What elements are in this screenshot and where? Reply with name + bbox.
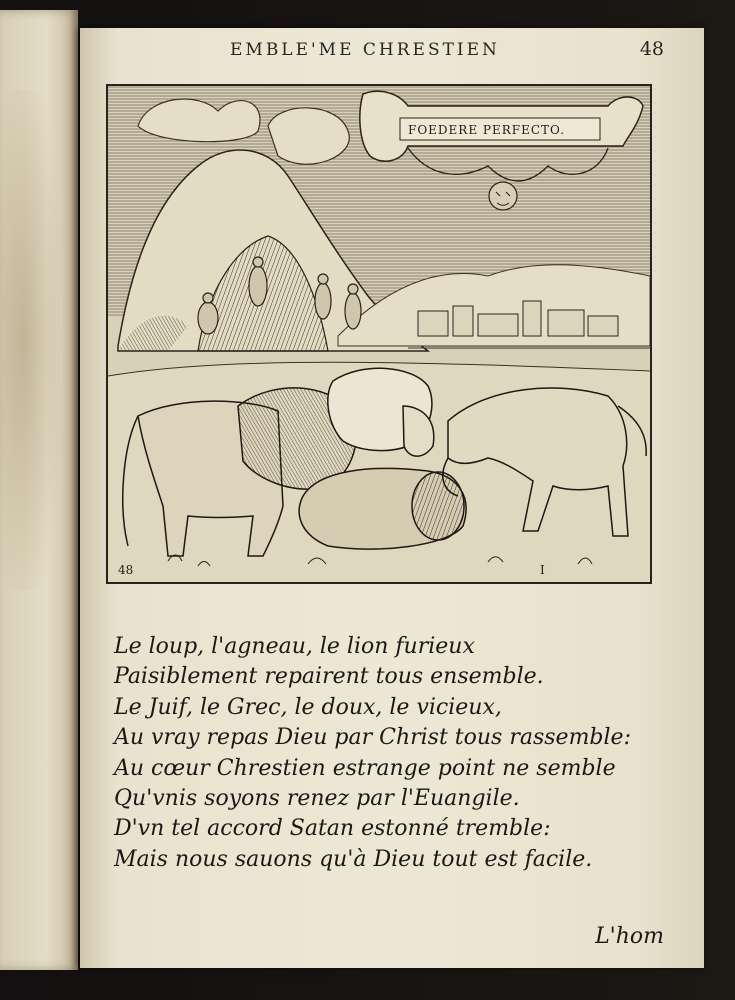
verse-line: Qu'vnis soyons renez par l'Euangile. (114, 785, 520, 811)
cloud-center (268, 108, 349, 164)
engraving-illustration (108, 86, 650, 582)
verse-line: Le loup, l'agneau, le lion furieux (114, 634, 475, 659)
show-through-stain (0, 90, 60, 590)
log-figure (299, 468, 466, 549)
motto-text: FOEDERE PERFECTO. (408, 123, 566, 137)
previous-page-edge (0, 10, 78, 970)
running-header (80, 40, 704, 66)
verse-line: Au cœur Chrestien estrange point ne semble (114, 755, 616, 781)
verse-line: Paisiblement repairent tous ensemble. (114, 664, 544, 690)
engraver-mark: I (540, 563, 545, 577)
page-number: 48 (639, 38, 664, 60)
book-page (80, 28, 704, 968)
verse-line: Mais nous sauons qu'à Dieu tout est facile. (114, 846, 593, 872)
emblem-verse (114, 632, 684, 875)
plate-number: 48 (118, 563, 134, 577)
running-title: EMBLE'ME CHRESTIEN (230, 40, 500, 60)
catchword: L'hom (595, 924, 664, 949)
emblem-engraving (106, 84, 652, 584)
cloud-left (138, 99, 260, 142)
verse-line: D'vn tel accord Satan estonné tremble: (114, 816, 551, 842)
verse-line: Au vray repas Dieu par Christ tous rassemble: (114, 725, 631, 751)
verse-line: Le Juif, le Grec, le doux, le vicieux, (114, 694, 502, 720)
